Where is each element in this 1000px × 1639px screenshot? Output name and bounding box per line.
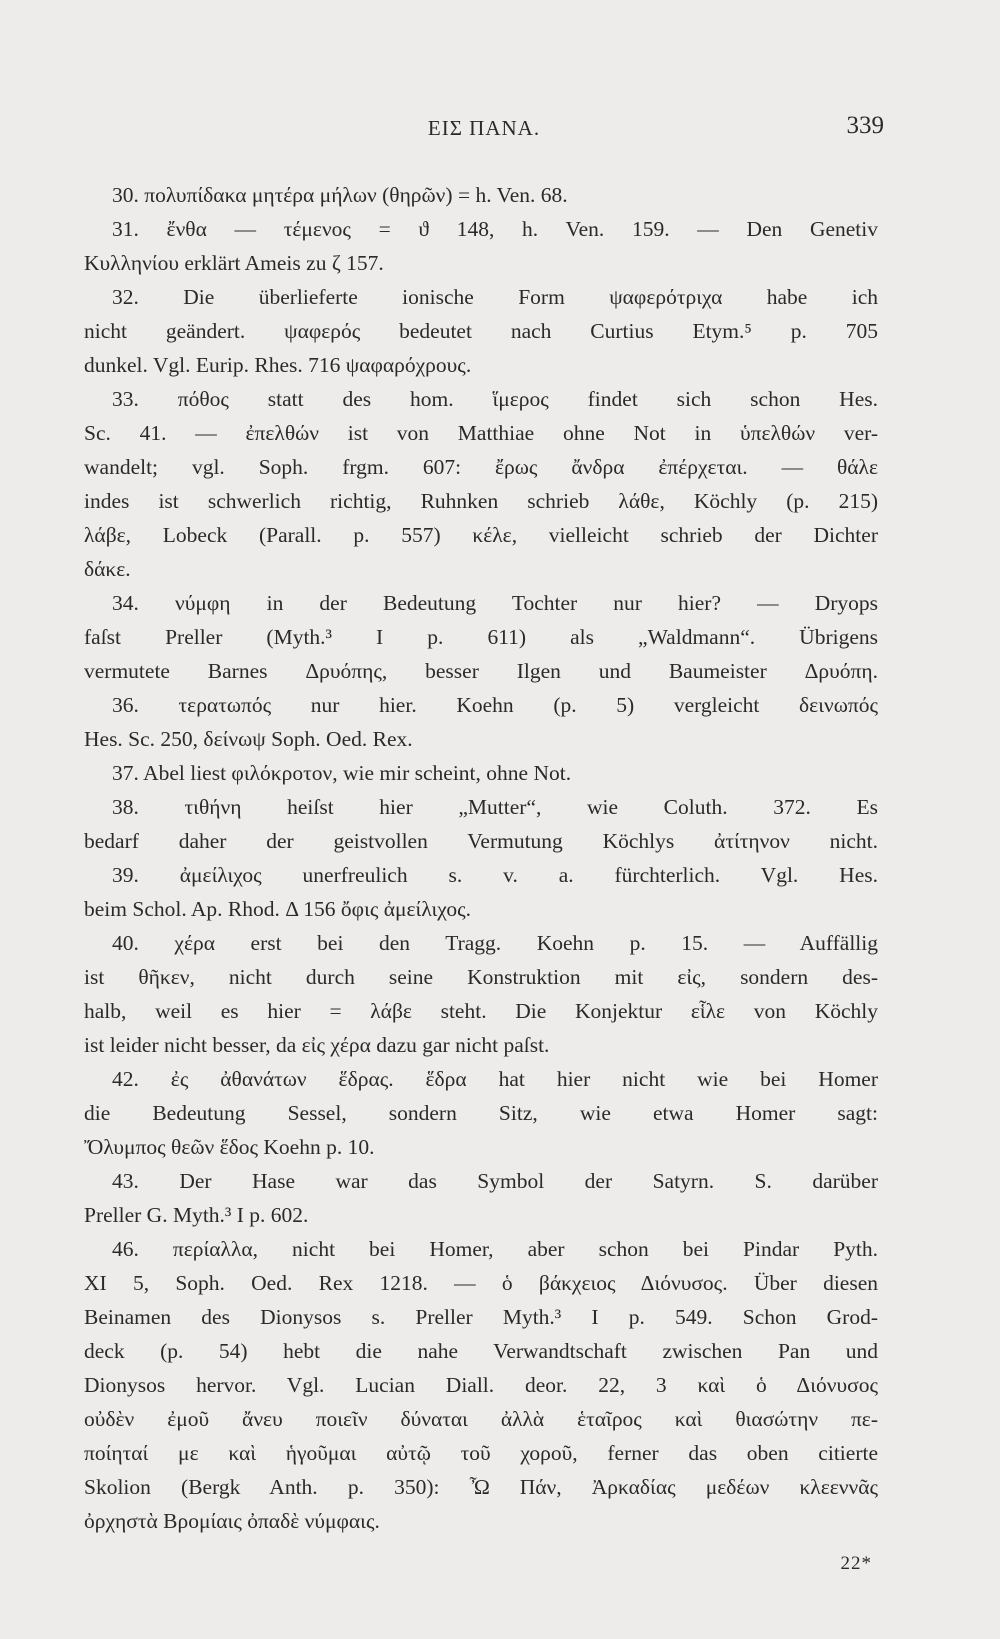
text-line: 31. ἔνθα — τέμενος = ϑ 148, h. Ven. 159. — Den Genetiv: [112, 217, 878, 241]
text-line: Ὄλυμπος θεῶν ἕδος Koehn p. 10.: [84, 1135, 375, 1159]
text-line: 34. νύμφη in der Bedeutung Tochter nur hier? — Dryops: [112, 591, 878, 615]
text-line: ist leider nicht besser, da εἰς χέρα dazu gar nicht paſst.: [84, 1033, 550, 1057]
text-line: faſst Preller (Myth.³ I p. 611) als „Waldmann“. Übrigens: [84, 625, 878, 649]
text-line: Κυλληνίου erklärt Ameis zu ζ 157.: [84, 251, 384, 275]
text-line: 38. τιθήνη heiſst hier „Mutter“, wie Coluth. 372. Es: [112, 795, 878, 819]
commentary-text: [84, 178, 878, 1538]
text-line: οὐδὲν ἐμοῦ ἄνευ ποιεῖν δύναται ἀλλὰ ἑταῖρος καὶ θιασώτην πε-: [84, 1407, 878, 1431]
text-line: deck (p. 54) hebt die nahe Verwandtschaft zwischen Pan und: [84, 1339, 878, 1363]
text-line: die Bedeutung Sessel, sondern Sitz, wie etwa Homer sagt:: [84, 1101, 878, 1125]
text-line: 43. Der Hase war das Symbol der Satyrn. S. darüber: [112, 1169, 878, 1193]
text-line: Dionysos hervor. Vgl. Lucian Diall. deor. 22, 3 καὶ ὁ Διόνυσος: [84, 1373, 878, 1397]
page-header: [84, 108, 884, 148]
text-line: dunkel. Vgl. Eurip. Rhes. 716 ψαφαρόχρους.: [84, 353, 472, 377]
text-line: 32. Die überlieferte ionische Form ψαφερότριχα habe ich: [112, 285, 878, 309]
running-head: ΕΙΣ ΠΑΝΑ.: [427, 116, 541, 140]
text-line: 36. τερατωπός nur hier. Koehn (p. 5) vergleicht δεινωπός: [112, 693, 878, 717]
text-line: ποίηταί με καὶ ἡγοῦμαι αὐτῷ τοῦ χοροῦ, ferner das oben citierte: [84, 1441, 878, 1465]
text-line: ist θῆκεν, nicht durch seine Konstruktion mit εἰς, sondern des-: [84, 965, 878, 989]
text-line: Sc. 41. — ἐπελθών ist von Matthiae ohne Not in ὑπελθών ver-: [84, 421, 878, 445]
text-line: Preller G. Myth.³ I p. 602.: [84, 1203, 309, 1227]
text-line: bedarf daher der geistvollen Vermutung Köchlys ἀτίτηνον nicht.: [84, 829, 878, 853]
text-line: beim Schol. Ap. Rhod. Δ 156 ὄφις ἀμείλιχος.: [84, 897, 471, 921]
text-line: δάκε.: [84, 557, 131, 581]
text-line: 30. πολυπίδακα μητέρα μήλων (θηρῶν) = h. Ven. 68.: [112, 183, 568, 207]
text-line: halb, weil es hier = λάβε steht. Die Konjektur εἷλε von Köchly: [84, 999, 878, 1023]
text-line: 46. περίαλλα, nicht bei Homer, aber schon bei Pindar Pyth.: [112, 1237, 878, 1261]
text-line: ὀρχηστὰ Βρομίαις ὀπαδὲ νύμφαις.: [84, 1509, 380, 1533]
page-number: 339: [846, 112, 884, 139]
signature-mark: 22*: [840, 1553, 872, 1574]
text-line: nicht geändert. ψαφερός bedeutet nach Curtius Etym.⁵ p. 705: [84, 319, 878, 343]
text-line: 39. ἀμείλιχος unerfreulich s. v. a. fürchterlich. Vgl. Hes.: [112, 863, 878, 887]
text-line: indes ist schwerlich richtig, Ruhnken schrieb λάθε, Köchly (p. 215): [84, 489, 878, 513]
text-line: XI 5, Soph. Oed. Rex 1218. — ὁ βάκχειος Διόνυσος. Über diesen: [84, 1271, 878, 1295]
text-line: 33. πόθος statt des hom. ἵμερος findet sich schon Hes.: [112, 387, 878, 411]
text-line: λάβε, Lobeck (Parall. p. 557) κέλε, vielleicht schrieb der Dichter: [84, 523, 878, 547]
text-line: 37. Abel liest φιλόκροτον, wie mir scheint, ohne Not.: [112, 761, 572, 785]
text-line: Beinamen des Dionysos s. Preller Myth.³ I p. 549. Schon Grod-: [84, 1305, 878, 1329]
text-line: 42. ἐς ἀθανάτων ἕδρας. ἕδρα hat hier nicht wie bei Homer: [112, 1067, 878, 1091]
text-line: vermutete Barnes Δρυόπης, besser Ilgen und Baumeister Δρυόπη.: [84, 659, 878, 683]
text-line: wandelt; vgl. Soph. frgm. 607: ἔρως ἄνδρα ἐπέρχεται. — θάλε: [84, 455, 878, 479]
text-line: Hes. Sc. 250, δείνωψ Soph. Oed. Rex.: [84, 727, 413, 751]
text-line: Skolion (Bergk Anth. p. 350): Ὦ Πάν, Ἀρκαδίας μεδέων κλεεννᾶς: [84, 1475, 878, 1499]
text-line: 40. χέρα erst bei den Tragg. Koehn p. 15. — Auffällig: [112, 931, 878, 955]
